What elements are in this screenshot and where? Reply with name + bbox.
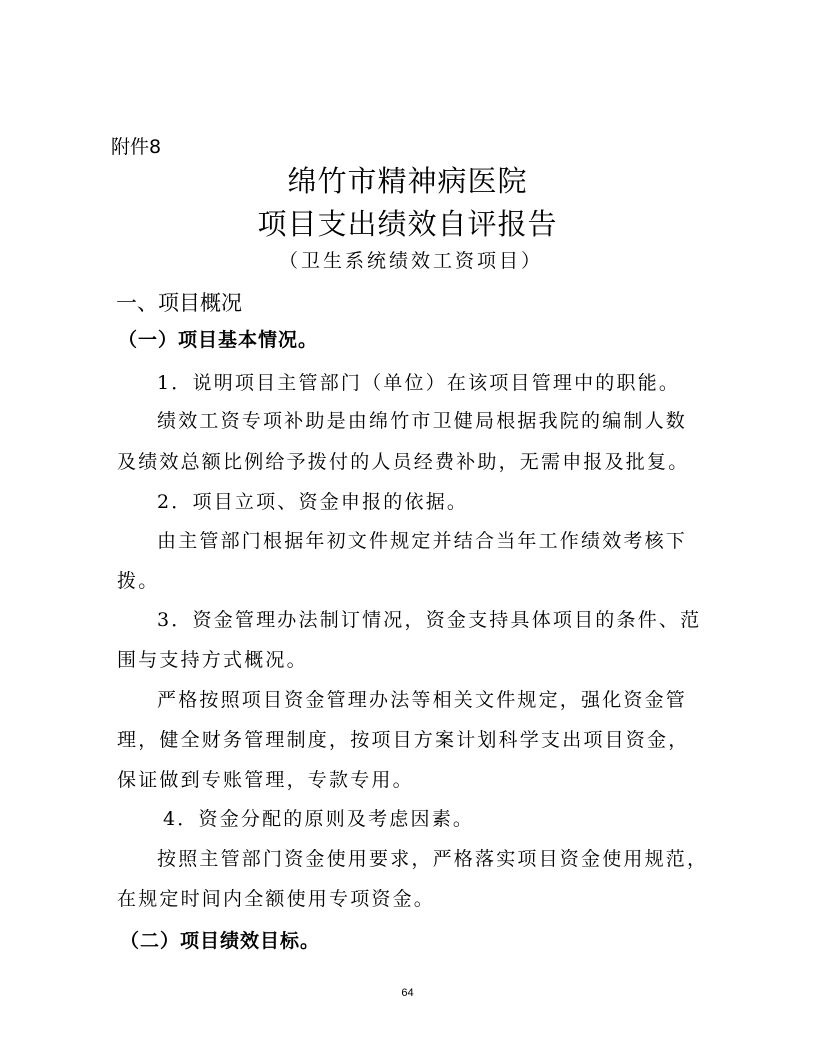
paragraph-line: 及绩效总额比例给予拨付的人员经费补助，无需申报及批复。 bbox=[117, 451, 690, 473]
paragraph-line: 按照主管部门资金使用要求，严格落实项目资金使用规范， bbox=[157, 848, 709, 870]
document-subtitle: （卫生系统绩效工资项目） bbox=[279, 250, 544, 272]
paragraph-line: 拨。 bbox=[117, 570, 160, 592]
document-title-line2: 项目支出绩效自评报告 bbox=[257, 207, 558, 241]
subsection-heading-basic-info: （一）项目基本情况。 bbox=[118, 329, 319, 351]
paragraph-line: 绩效工资专项补助是由绵竹市卫健局根据我院的编制人数 bbox=[157, 410, 688, 432]
document-title-line1: 绵竹市精神病医院 bbox=[287, 164, 528, 198]
paragraph-line: 严格按照项目资金管理办法等相关文件规定，强化资金管 bbox=[157, 689, 688, 711]
paragraph-line: 由主管部门根据年初文件规定并结合当年工作绩效考核下 bbox=[157, 530, 688, 552]
paragraph-line: 3．资金管理办法制订情况，资金支持具体项目的条件、范 bbox=[157, 609, 702, 631]
paragraph-line: 4．资金分配的原则及考虑因素。 bbox=[163, 808, 475, 830]
paragraph-line: 1．说明项目主管部门（单位）在该项目管理中的职能。 bbox=[157, 372, 681, 394]
paragraph-line: 在规定时间内全额使用专项资金。 bbox=[117, 888, 436, 910]
page-number: 64 bbox=[401, 987, 414, 999]
subsection-heading-performance-goals: （二）项目绩效目标。 bbox=[120, 930, 321, 952]
paragraph-line: 围与支持方式概况。 bbox=[117, 649, 308, 671]
section-heading-overview: 一、项目概况 bbox=[116, 291, 242, 315]
paragraph-line: 2．项目立项、资金申报的依据。 bbox=[157, 491, 469, 513]
paragraph-line: 保证做到专账管理，专款专用。 bbox=[117, 769, 414, 791]
paragraph-line: 理，健全财务管理制度，按项目方案计划科学支出项目资金， bbox=[117, 729, 690, 751]
attachment-label: 附件8 bbox=[111, 136, 162, 158]
